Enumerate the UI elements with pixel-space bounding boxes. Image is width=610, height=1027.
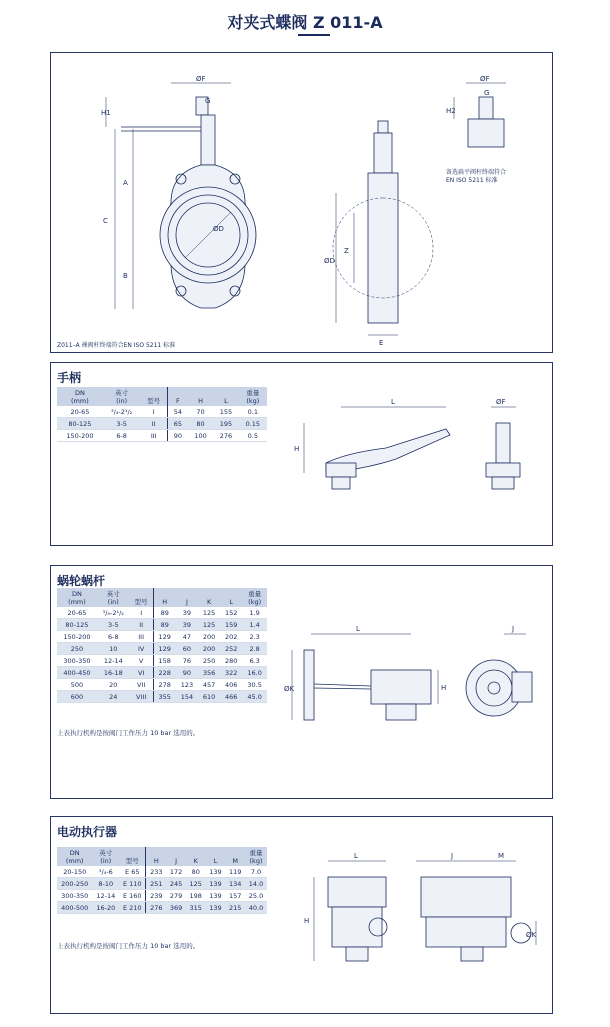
table-cell-j: 90 (176, 667, 198, 679)
table-cell-j: 369 (166, 902, 186, 914)
worm-header-l: L (220, 588, 242, 607)
table-cell-h: 233 (146, 866, 166, 878)
table-cell-k: 125 (198, 607, 220, 619)
table-cell-dn: 600 (57, 691, 97, 703)
table-cell-w: 16.0 (242, 667, 267, 679)
table-cell-l: 322 (220, 667, 242, 679)
handle-header-inch: 英寸 (in) (103, 387, 141, 406)
table-cell-l: 152 (220, 607, 242, 619)
valve-side-view-drawing (306, 73, 446, 353)
table-row (57, 902, 267, 914)
table-row: 20-65 ³/₄-2¹/₂ I 54 70 155 0.1 (57, 406, 267, 418)
handle-spec-table (57, 387, 267, 442)
label-b: B (123, 272, 128, 280)
table-cell-w: 1.4 (242, 619, 267, 631)
table-cell-dn: 80-125 (57, 619, 97, 631)
handle-header-l: L (213, 387, 238, 406)
handle-drawing (286, 393, 546, 513)
handle-header-h: H (188, 387, 213, 406)
worm-header-dn: DN (mm) (57, 588, 97, 607)
alt-label-f: ØF (480, 75, 490, 83)
table-cell-dn: 400-450 (57, 667, 97, 679)
table-cell-inch: ³/₄-6 (92, 866, 119, 878)
table-cell-dn: 500 (57, 679, 97, 691)
table-cell-w: 2.3 (242, 631, 267, 643)
table-cell-l: 252 (220, 643, 242, 655)
table-cell-k: 80 (186, 866, 206, 878)
worm-gear-panel (50, 565, 553, 799)
electric-actuator-drawing (286, 841, 546, 1001)
worm-section-title: 蜗轮蜗杆 (57, 574, 106, 588)
electric-header-l: L (206, 847, 226, 866)
handle-header-weight: 重量 (kg) (239, 387, 267, 406)
handle-label-h: H (294, 445, 300, 453)
table-cell-l: 139 (206, 878, 226, 890)
table-cell-l: 280 (220, 655, 242, 667)
table-row (57, 607, 267, 619)
table-cell-h: 228 (153, 667, 176, 679)
label-f: ØF (196, 75, 206, 83)
table-cell-dn: 20-150 (57, 866, 92, 878)
table-cell-l: 202 (220, 631, 242, 643)
handle-section-title: 手柄 (57, 371, 82, 385)
table-row (57, 878, 267, 890)
table-row: 80-125 3-5 II 65 80 195 0.15 (57, 418, 267, 430)
table-cell-m: 157 (225, 890, 245, 902)
table-cell-k: 315 (186, 902, 206, 914)
table-cell-k: 125 (186, 878, 206, 890)
valve-front-view-drawing (101, 73, 301, 353)
electric-note: 上表执行机构是按阀门工作压力 10 bar 选用的。 (57, 942, 200, 950)
electric-header-j: J (166, 847, 186, 866)
table-cell-l: 466 (220, 691, 242, 703)
table-cell-j: 39 (176, 607, 198, 619)
table-cell-type: III (130, 631, 153, 643)
table-row (57, 643, 267, 655)
table-cell-j: 154 (176, 691, 198, 703)
handle-header-type: 型号 (140, 387, 167, 406)
table-cell-w: 45.0 (242, 691, 267, 703)
label-a: A (123, 179, 128, 187)
table-cell-m: 215 (225, 902, 245, 914)
table-cell-inch: 24 (97, 691, 130, 703)
alt-stem-note (446, 169, 506, 185)
label-g: G (205, 97, 211, 105)
table-cell-k: 610 (198, 691, 220, 703)
handle-header-dn: DN (mm) (57, 387, 103, 406)
table-cell-inch: 20 (97, 679, 130, 691)
label-h1: H1 (101, 109, 111, 117)
table-cell-dn: 20-65 (57, 607, 97, 619)
table-cell-dn: 150-200 (57, 631, 97, 643)
table-cell-dn: 200-250 (57, 878, 92, 890)
table-cell-w: 1.9 (242, 607, 267, 619)
worm-label-j: J (512, 625, 515, 633)
table-cell-type: E 65 (119, 866, 146, 878)
table-cell-j: 47 (176, 631, 198, 643)
alt-stem-note-line2: EN ISO 5211 标准 (446, 177, 498, 184)
label-d: ØD (213, 225, 224, 233)
table-cell-j: 245 (166, 878, 186, 890)
table-cell-h: 239 (146, 890, 166, 902)
worm-header-j: J (176, 588, 198, 607)
worm-header-weight: 重量 (kg) (242, 588, 267, 607)
electric-header-type: 型号 (119, 847, 146, 866)
table-row (57, 890, 267, 902)
table-cell-inch: 16-20 (92, 902, 119, 914)
table-cell-h: 158 (153, 655, 176, 667)
label-z: Z (344, 247, 349, 255)
electric-spec-table (57, 847, 267, 914)
table-cell-k: 200 (198, 643, 220, 655)
table-cell-j: 39 (176, 619, 198, 631)
worm-header-type: 型号 (130, 588, 153, 607)
table-cell-k: 198 (186, 890, 206, 902)
table-cell-w: 30.5 (242, 679, 267, 691)
electric-header-k: K (186, 847, 206, 866)
table-row (57, 866, 267, 878)
electric-label-k: ØK (526, 931, 537, 939)
handle-label-l: L (391, 398, 395, 406)
table-cell-j: 279 (166, 890, 186, 902)
table-cell-h: 129 (153, 631, 176, 643)
electric-label-l: L (354, 852, 358, 860)
alt-stem-note-line1: 备选扁平阀杆终端符合 (446, 169, 507, 176)
table-cell-w: 7.0 (245, 866, 267, 878)
handle-label-f: ØF (496, 398, 506, 406)
electric-header-weight: 重量 (kg) (245, 847, 267, 866)
table-cell-w: 40.0 (245, 902, 267, 914)
table-cell-inch: 12-14 (97, 655, 130, 667)
main-drawing-panel (50, 52, 553, 353)
worm-note: 上表执行机构是按阀门工作压力 10 bar 选用的。 (57, 729, 200, 737)
label-h2: H2 (446, 107, 456, 115)
drawing-caption: Z011–A 裸阀杆终端符合EN ISO 5211 标准 (57, 342, 176, 349)
table-cell-l: 139 (206, 890, 226, 902)
table-cell-type: E 210 (119, 902, 146, 914)
table-cell-h: 278 (153, 679, 176, 691)
title-underline (298, 34, 330, 36)
table-cell-type: I (130, 607, 153, 619)
table-cell-k: 125 (198, 619, 220, 631)
table-row (57, 655, 267, 667)
worm-label-h: H (441, 684, 447, 692)
worm-header-h: H (153, 588, 176, 607)
table-cell-w: 25.0 (245, 890, 267, 902)
table-cell-type: V (130, 655, 153, 667)
table-cell-j: 123 (176, 679, 198, 691)
electric-header-h: H (146, 847, 166, 866)
table-cell-h: 276 (146, 902, 166, 914)
electric-section-title: 电动执行器 (57, 825, 118, 839)
table-cell-type: II (130, 619, 153, 631)
table-cell-dn: 400-500 (57, 902, 92, 914)
handle-header-f: F (167, 387, 187, 406)
electric-label-j: J (451, 852, 454, 860)
worm-header-inch: 英寸 (in) (97, 588, 130, 607)
table-row (57, 619, 267, 631)
electric-label-m: M (498, 852, 505, 860)
alt-label-g: G (484, 89, 490, 97)
worm-spec-table (57, 588, 267, 703)
label-c: C (103, 217, 108, 225)
table-cell-j: 76 (176, 655, 198, 667)
table-cell-inch: 8-10 (92, 878, 119, 890)
table-cell-j: 60 (176, 643, 198, 655)
table-cell-m: 134 (225, 878, 245, 890)
table-cell-k: 356 (198, 667, 220, 679)
table-row (57, 631, 267, 643)
table-cell-inch: 10 (97, 643, 130, 655)
table-cell-type: VI (130, 667, 153, 679)
worm-gear-drawing (286, 616, 546, 746)
page-title: 对夹式蝶阀 Z 011-A (227, 13, 383, 32)
handle-panel (50, 362, 553, 546)
table-cell-m: 119 (225, 866, 245, 878)
table-cell-w: 6.3 (242, 655, 267, 667)
table-cell-dn: 250 (57, 643, 97, 655)
table-cell-type: IV (130, 643, 153, 655)
table-cell-w: 14.0 (245, 878, 267, 890)
label-phi-d: ØD (324, 257, 335, 265)
table-cell-k: 200 (198, 631, 220, 643)
table-cell-inch: 12-14 (92, 890, 119, 902)
table-row (57, 691, 267, 703)
table-row (57, 679, 267, 691)
electric-label-h: H (304, 917, 310, 925)
table-cell-type: E 110 (119, 878, 146, 890)
label-e: E (379, 339, 384, 347)
worm-label-k: ØK (284, 685, 295, 693)
table-cell-w: 2.8 (242, 643, 267, 655)
table-cell-dn: 300-350 (57, 655, 97, 667)
table-cell-j: 172 (166, 866, 186, 878)
table-cell-l: 159 (220, 619, 242, 631)
table-row (57, 667, 267, 679)
table-cell-inch: 3-5 (97, 619, 130, 631)
table-cell-k: 250 (198, 655, 220, 667)
table-cell-h: 251 (146, 878, 166, 890)
worm-label-l: L (356, 625, 360, 633)
worm-header-k: K (198, 588, 220, 607)
table-cell-dn: 300-350 (57, 890, 92, 902)
table-cell-type: VIII (130, 691, 153, 703)
table-cell-type: E 160 (119, 890, 146, 902)
electric-actuator-panel (50, 816, 553, 1014)
alt-flat-stem-drawing (446, 73, 536, 153)
electric-header-inch: 英寸 (in) (92, 847, 119, 866)
table-cell-l: 139 (206, 902, 226, 914)
table-cell-k: 457 (198, 679, 220, 691)
table-cell-h: 355 (153, 691, 176, 703)
table-cell-l: 406 (220, 679, 242, 691)
table-cell-inch: 6-8 (97, 631, 130, 643)
table-cell-l: 139 (206, 866, 226, 878)
table-cell-h: 129 (153, 643, 176, 655)
table-cell-h: 89 (153, 607, 176, 619)
electric-header-dn: DN (mm) (57, 847, 92, 866)
table-cell-inch: 16-18 (97, 667, 130, 679)
table-row: 150-200 6-8 III 90 100 276 0.5 (57, 430, 267, 442)
table-cell-type: VII (130, 679, 153, 691)
electric-header-m: M (225, 847, 245, 866)
table-cell-h: 89 (153, 619, 176, 631)
table-cell-inch: ³/₄-2¹/₂ (97, 607, 130, 619)
